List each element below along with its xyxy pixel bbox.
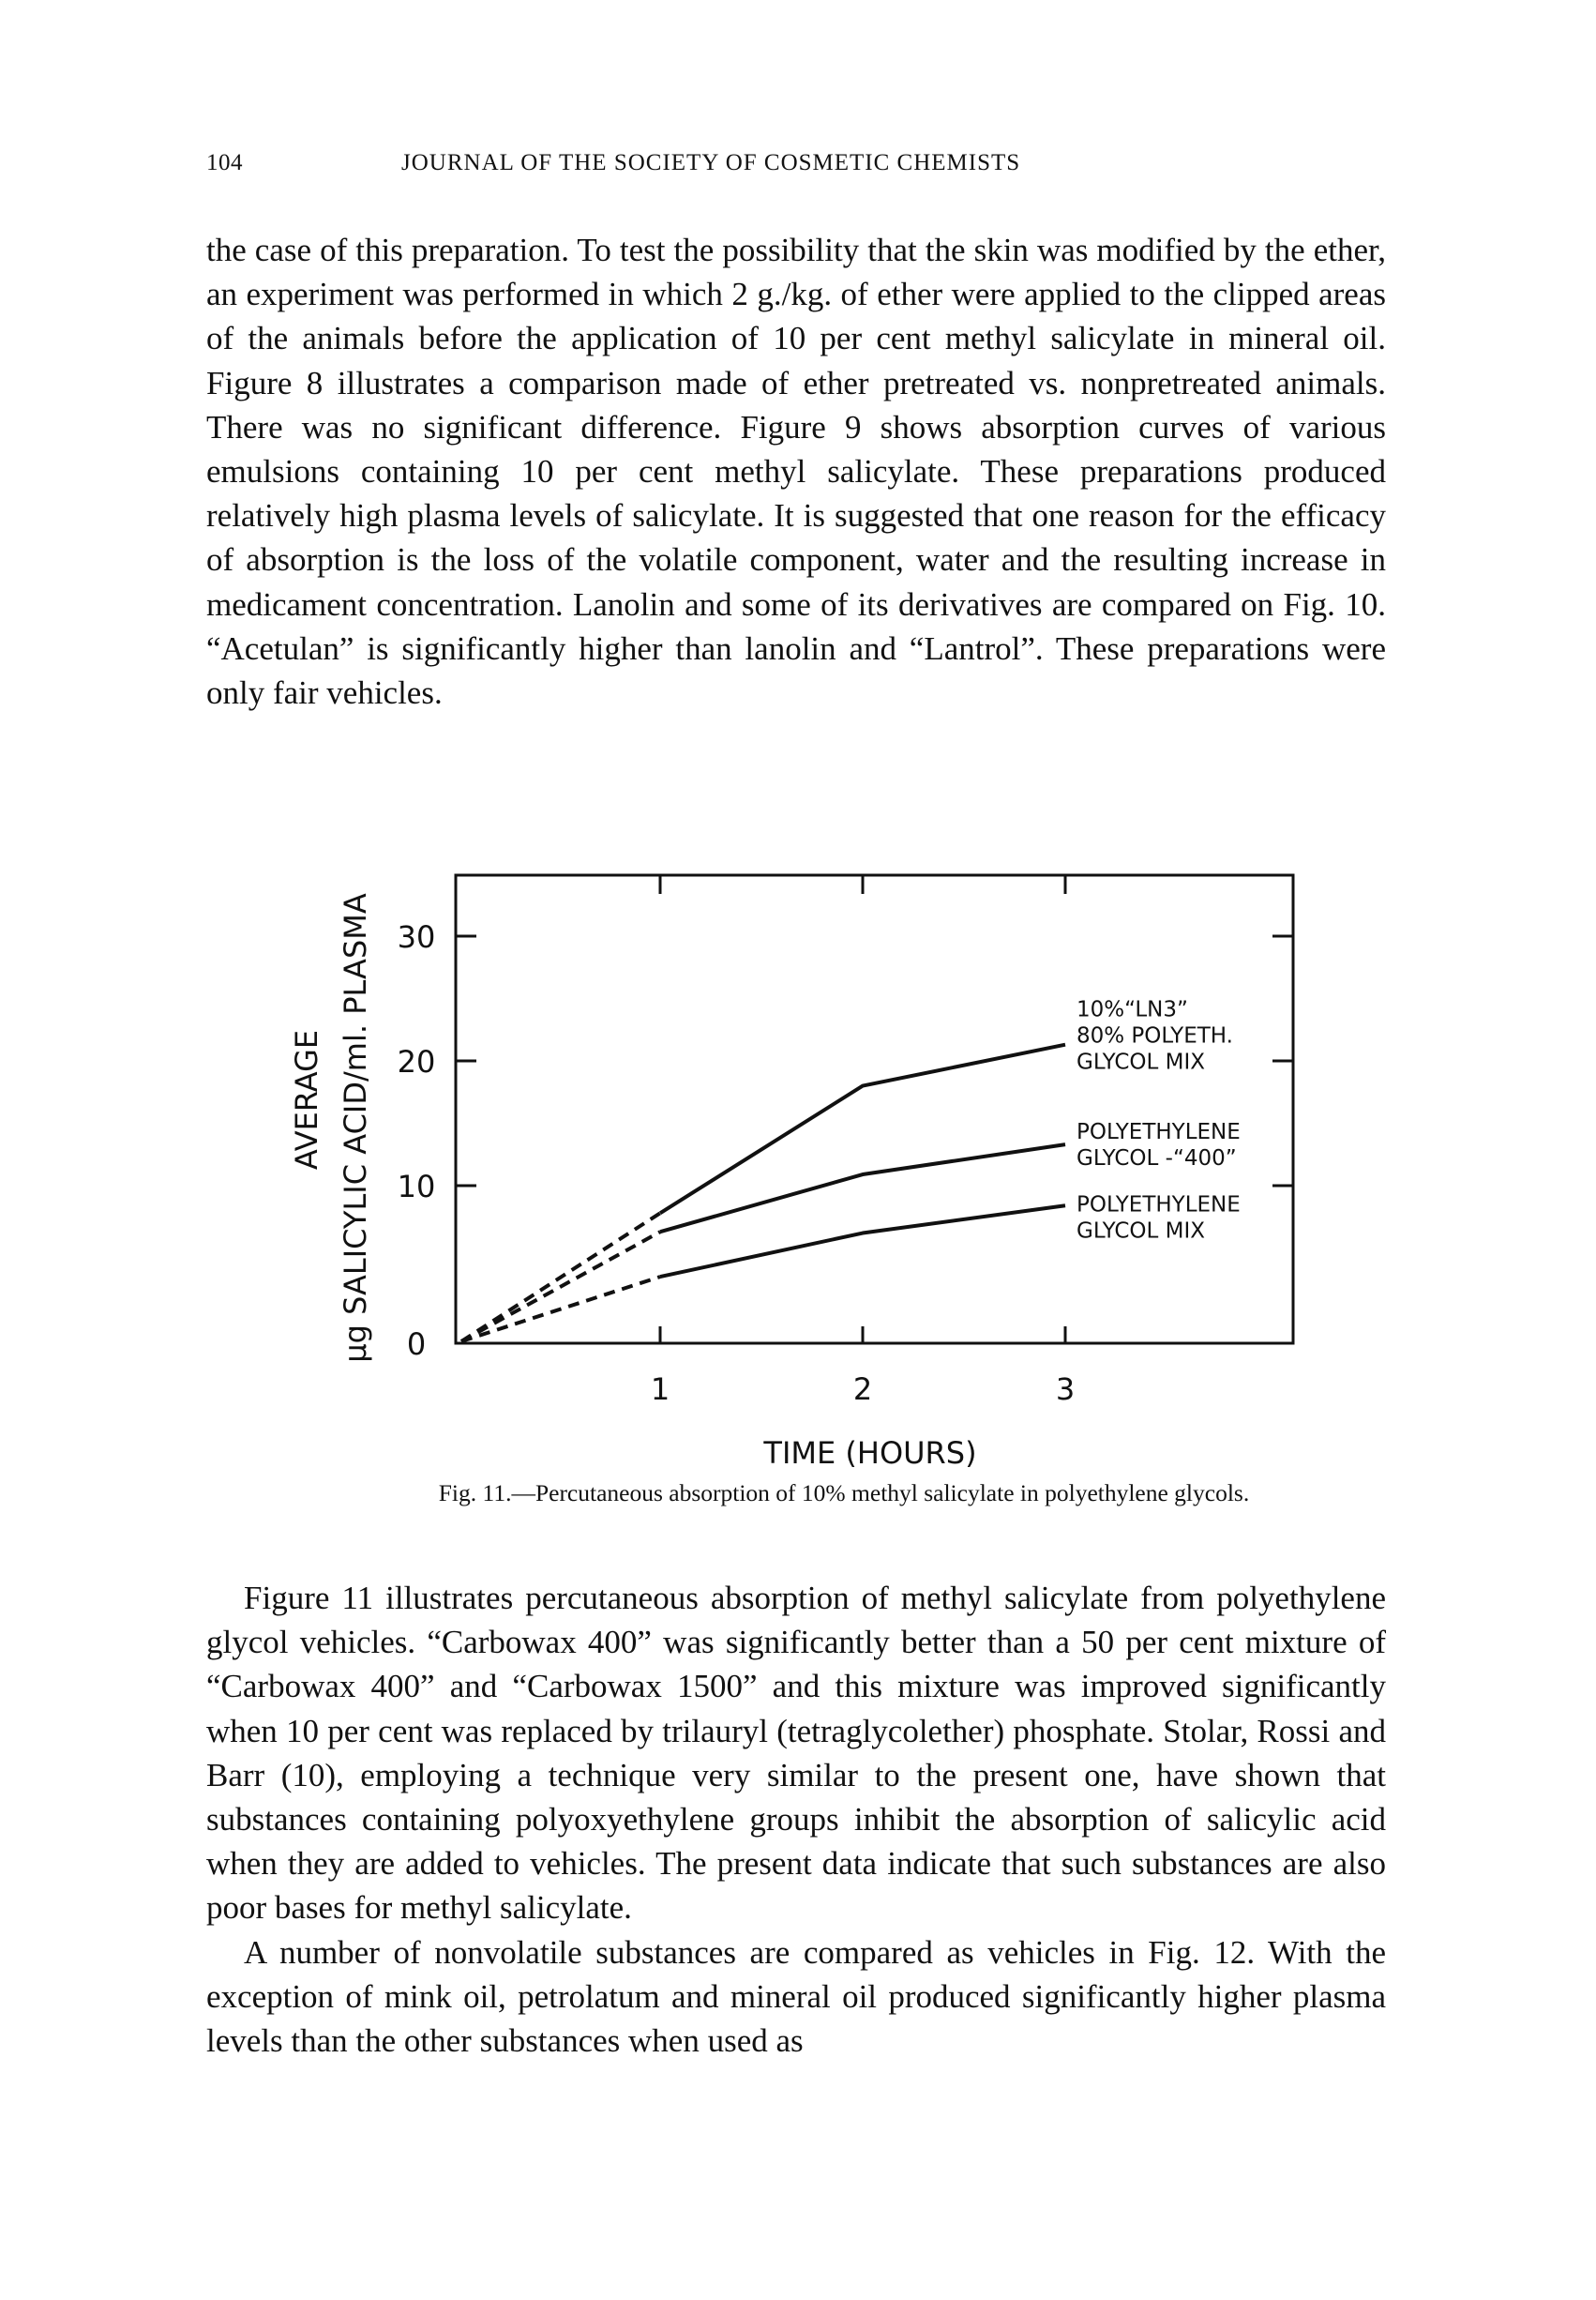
journal-title: JOURNAL OF THE SOCIETY OF COSMETIC CHEMISTS — [401, 150, 1021, 175]
paragraph: Figure 11 illustrates percutaneous absorption of methyl salicylate from polyethylene glycol vehicles. “Carbowax 400” was significantly better than a 50 per cent mixture of “Carbowax 400” and “Carbowax 1500” and this mixture was improved significantly when 10 per cent was replaced by trilauryl (tetraglycolether) phosphate. Stolar, Rossi and Barr (10), employing a technique very similar to the present one, have shown that substances containing polyoxyethylene groups inhibit the absorption of salicylic acid when they are added to vehicles. The present data indicate that such substances are also poor bases for methyl salicylate. — [206, 1580, 1386, 1927]
plot-frame — [456, 875, 1293, 1343]
series-label: GLYCOL MIX — [1077, 1050, 1206, 1075]
series-label: 10%“LN3” — [1077, 997, 1188, 1022]
series-label: 80% POLYETH. — [1077, 1023, 1233, 1049]
series-line-solid — [660, 1045, 1065, 1214]
running-head — [206, 150, 1388, 188]
paragraph: the case of this preparation. To test the possibility that the skin was modified by the ether, an experiment was performed in which 2 g./kg. of ether were applied to the clipped areas of the animals before the application of 10 per cent methyl salicylate in mineral oil. Figure 8 illustrates a comparison made of ether pretreated vs. nonpretreated animals. There was no significant difference. Figure 9 shows absorption curves of various emulsions containing 10 per cent methyl salicylate. These preparations produced relatively high plasma levels of salicylate. It is suggested that one reason for the efficacy of absorption is the loss of the volatile component, water and the resulting increase in medicament concentration. Lanolin and some of its derivatives are compared on Fig. 10. “Acetulan” is significantly higher than lanolin and “Lantrol”. These preparations were only fair vehicles. — [206, 232, 1386, 712]
y-axis-label — [289, 893, 373, 1363]
line-chart — [281, 825, 1332, 1482]
series-line-dashed — [461, 1213, 660, 1341]
series-line-solid — [660, 1144, 1065, 1232]
figure-caption: Fig. 11.—Percutaneous absorption of 10% methyl salicylate in polyethylene glycols. — [438, 1479, 1250, 1506]
y-tick-label: 10 — [397, 1169, 436, 1204]
series-label: POLYETHYLENE — [1077, 1120, 1241, 1145]
body-text-bottom — [206, 1576, 1386, 2063]
x-tick-label: 3 — [1055, 1371, 1076, 1407]
y-axis-label-line1: AVERAGE — [289, 1029, 324, 1171]
series-label: GLYCOL MIX — [1077, 1218, 1206, 1244]
x-tick-label: 1 — [650, 1371, 670, 1407]
y-tick-label: 20 — [397, 1044, 436, 1080]
figure-11 — [281, 825, 1332, 1538]
series-label: POLYETHYLENE — [1077, 1192, 1241, 1218]
x-axis-label: TIME (HOURS) — [763, 1435, 977, 1471]
body-text-top — [206, 228, 1386, 715]
paragraph: A number of nonvolatile substances are compared as vehicles in Fig. 12. With the exception of mink oil, petrolatum and mineral oil produced significantly higher plasma levels than the other substances when used as — [206, 1933, 1386, 2060]
series-label: GLYCOL -“400” — [1077, 1146, 1237, 1172]
y-tick-label: 0 — [406, 1326, 427, 1362]
y-axis-label-line2: µg SALICYLIC ACID/ml. PLASMA — [338, 893, 373, 1363]
page-number: 104 — [206, 150, 243, 175]
x-tick-label: 2 — [852, 1371, 873, 1407]
y-tick-label: 30 — [397, 919, 436, 955]
